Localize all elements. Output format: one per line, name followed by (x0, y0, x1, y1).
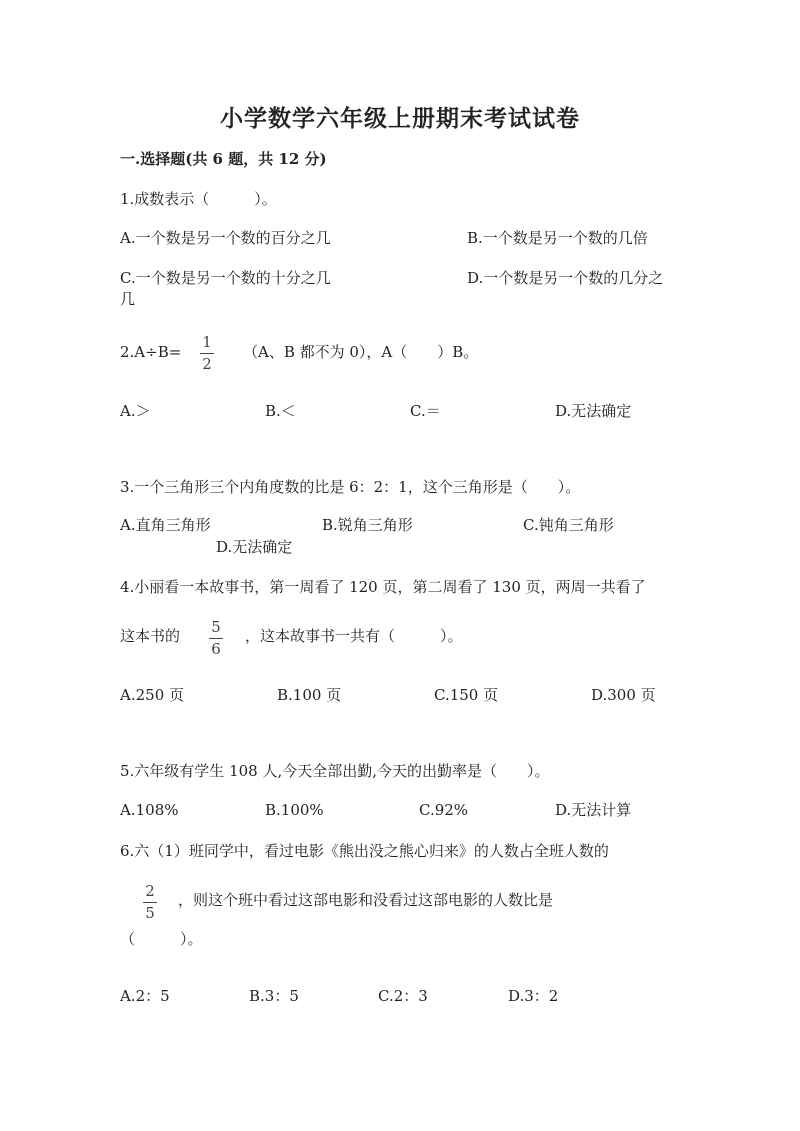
question-4-option-b: B.100 页 (277, 686, 342, 704)
section-heading: 一.选择题(共 6 题，共 12 分) (120, 150, 327, 168)
question-4-suffix: ，这本故事书一共有（ ）。 (245, 627, 463, 645)
question-1-stem: 1.成数表示（ ）。 (120, 190, 277, 208)
question-6-option-c: C.2：3 (378, 987, 428, 1005)
fraction-denominator: 6 (211, 640, 221, 658)
question-3-stem: 3.一个三角形三个内角度数的比是 6：2：1，这个三角形是（ ）。 (120, 478, 581, 496)
question-5-option-d: D.无法计算 (555, 801, 632, 819)
question-2-fraction (198, 334, 216, 373)
question-1-option-c: C.一个数是另一个数的十分之几 (120, 269, 331, 287)
question-6-line-1: 6.六（1）班同学中，看过电影《熊出没之熊心归来》的人数占全班人数的 (120, 842, 609, 860)
question-2-option-c: C.＝ (410, 402, 441, 420)
question-5-option-a: A.108% (120, 801, 179, 819)
question-6-line-2: ，则这个班中看过这部电影和没看过这部电影的人数比是 (178, 891, 554, 909)
question-2-option-d: D.无法确定 (555, 402, 632, 420)
question-5-stem: 5.六年级有学生 108 人,今天全部出勤,今天的出勤率是（ ）。 (120, 762, 550, 780)
question-1-option-a: A.一个数是另一个数的百分之几 (120, 229, 331, 247)
question-2-prefix: 2.A÷B= (120, 343, 182, 361)
question-6-fraction (141, 883, 159, 922)
question-6-option-d: D.3：2 (508, 987, 559, 1005)
question-3-option-c: C.钝角三角形 (523, 516, 614, 534)
fraction-denominator: 5 (145, 904, 155, 922)
question-5-option-b: B.100% (265, 801, 324, 819)
question-1-option-b: B.一个数是另一个数的几倍 (467, 229, 648, 247)
question-4-option-a: A.250 页 (120, 686, 184, 704)
question-4-option-d: D.300 页 (591, 686, 656, 704)
question-5-option-c: C.92% (419, 801, 469, 819)
question-1-option-d-wrap: 几 (120, 290, 136, 308)
question-6-option-a: A.2：5 (120, 987, 170, 1005)
fraction-bar (200, 353, 214, 354)
question-2-option-a: A.＞ (120, 402, 151, 420)
fraction-denominator: 2 (202, 355, 212, 373)
question-4-line-1: 4.小丽看一本故事书，第一周看了 120 页，第二周看了 130 页，两周一共看了 (120, 578, 646, 596)
question-6-line-3: （ ）。 (120, 930, 203, 948)
fraction-numerator: 1 (202, 333, 212, 351)
page-title: 小学数学六年级上册期末考试试卷 (220, 105, 580, 132)
question-3-option-b: B.锐角三角形 (322, 516, 413, 534)
question-4-prefix: 这本书的 (120, 627, 181, 645)
fraction-numerator: 2 (145, 882, 155, 900)
question-6-option-b: B.3：5 (249, 987, 299, 1005)
question-1-option-d: D.一个数是另一个数的几分之 (467, 269, 664, 287)
question-2-suffix: （A、B 都不为 0），A（ ）B。 (243, 343, 479, 361)
fraction-numerator: 5 (211, 618, 221, 636)
question-4-fraction (207, 619, 225, 658)
fraction-bar (209, 638, 223, 639)
question-3-option-d: D.无法确定 (216, 538, 293, 556)
fraction-bar (143, 902, 157, 903)
question-4-option-c: C.150 页 (434, 686, 499, 704)
question-3-option-a: A.直角三角形 (120, 516, 211, 534)
question-2-option-b: B.＜ (265, 402, 296, 420)
